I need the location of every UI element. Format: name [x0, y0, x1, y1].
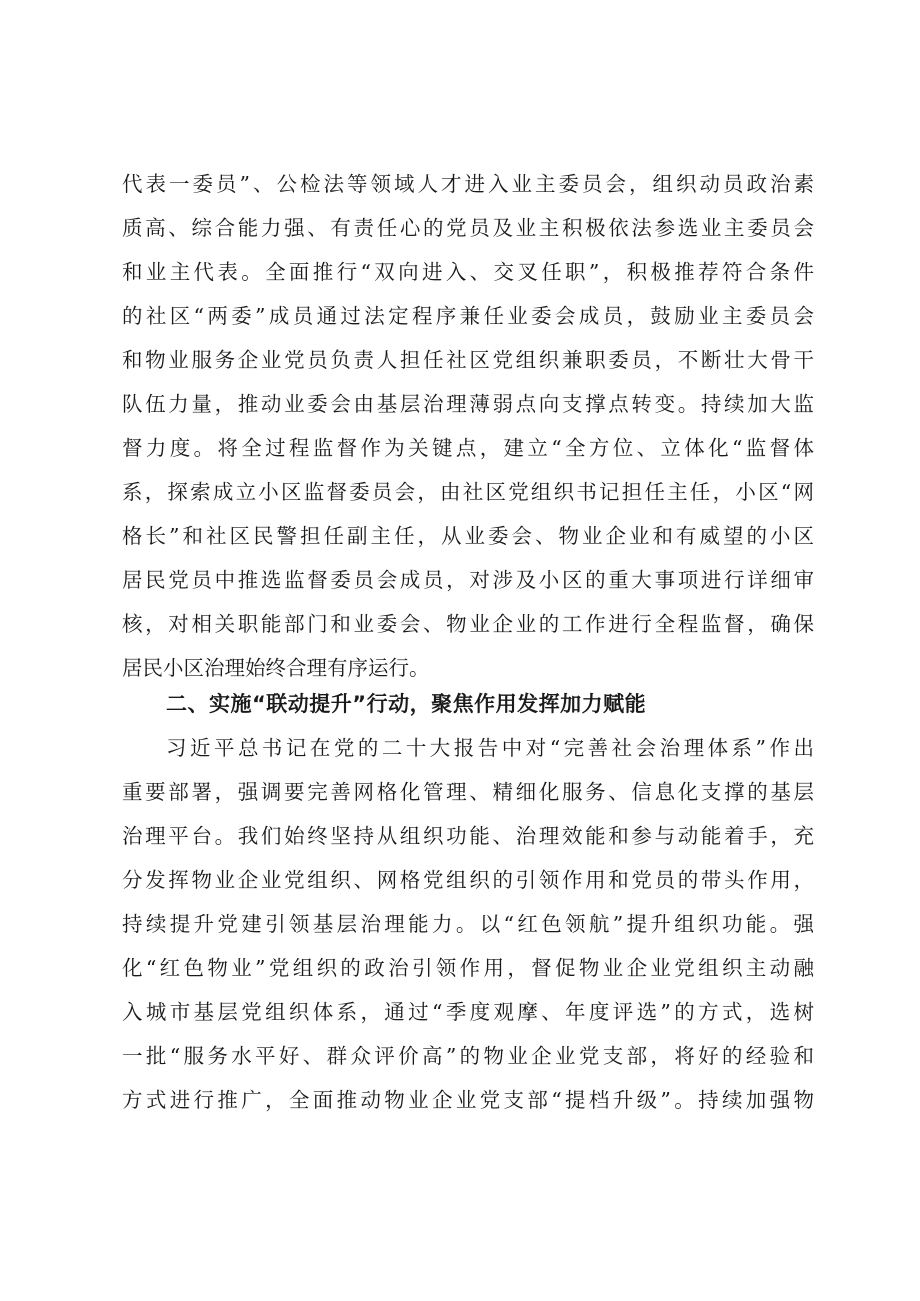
paragraph-line: 和业主代表。全面推行“双向进入、交叉任职”，积极推荐符合条件 [122, 260, 814, 284]
paragraph-line: 治理平台。我们始终坚持从组织功能、治理效能和参与动能着手，充 [122, 824, 814, 848]
paragraph-line: 持续提升党建引领基层治理能力。以“红色领航”提升组织功能。强 [122, 912, 814, 936]
section-heading: 二、实施“联动提升”行动，聚焦作用发挥加力赋能 [166, 692, 647, 716]
paragraph-1 [122, 162, 814, 690]
paragraph-line: 系，探索成立小区监督委员会，由社区党组织书记担任主任，小区“网 [122, 480, 814, 504]
paragraph-line: 一批“服务水平好、群众评价高”的物业企业党支部，将好的经验和 [122, 1044, 814, 1068]
paragraph-line: 习近平总书记在党的二十大报告中对“完善社会治理体系”作出 [166, 736, 814, 760]
paragraph-line: 方式进行推广，全面推动物业企业党支部“提档升级”。持续加强物 [122, 1088, 814, 1112]
paragraph-line: 分发挥物业企业党组织、网格党组织的引领作用和党员的带头作用， [122, 868, 814, 892]
paragraph-line: 和物业服务企业党员负责人担任社区党组织兼职委员，不断壮大骨干 [122, 348, 814, 372]
paragraph-line: 入城市基层党组织体系，通过“季度观摩、年度评选”的方式，选树 [122, 1000, 814, 1024]
paragraph-line: 代表一委员”、公检法等领域人才进入业主委员会，组织动员政治素 [122, 172, 814, 196]
paragraph-line: 核，对相关职能部门和业委会、物业企业的工作进行全程监督，确保 [122, 612, 814, 636]
paragraph-line: 重要部署，强调要完善网格化管理、精细化服务、信息化支撑的基层 [122, 780, 814, 804]
paragraph-line: 队伍力量，推动业委会由基层治理薄弱点向支撑点转变。持续加大监 [122, 392, 814, 416]
paragraph-line: 督力度。将全过程监督作为关键点，建立“全方位、立体化“监督体 [122, 436, 814, 460]
paragraph-line: 居民小区治理始终合理有序运行。 [122, 656, 430, 680]
paragraph-line: 格长”和社区民警担任副主任，从业委会、物业企业和有威望的小区 [122, 524, 814, 548]
section-2 [122, 682, 814, 1122]
paragraph-line: 质高、综合能力强、有责任心的党员及业主积极依法参选业主委员会 [122, 216, 814, 240]
paragraph-line: 居民党员中推选监督委员会成员，对涉及小区的重大事项进行详细审 [122, 568, 814, 592]
paragraph-line: 的社区“两委”成员通过法定程序兼任业委会成员，鼓励业主委员会 [122, 304, 814, 328]
paragraph-line: 化“红色物业”党组织的政治引领作用，督促物业企业党组织主动融 [122, 956, 814, 980]
